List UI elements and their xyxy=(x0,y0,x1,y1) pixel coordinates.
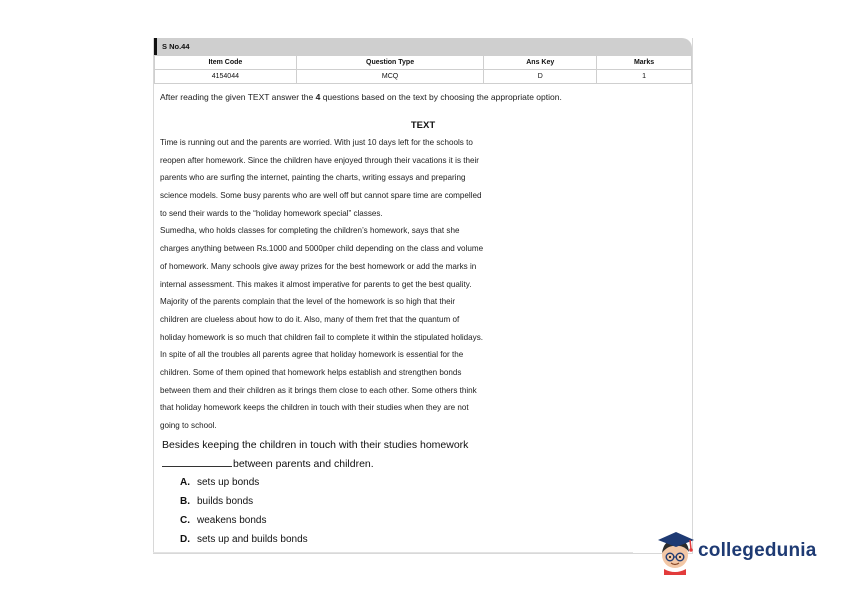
passage-line: between them and their children as it brings them close to each other. Some others think xyxy=(160,385,477,395)
question-line-1: Besides keeping the children in touch with their studies homework xyxy=(162,439,469,451)
instruction-part: questions based on the text by choosing the appropriate option. xyxy=(320,92,562,102)
passage-line: internal assessment. This makes it almost imperative for parents to get the best quality. xyxy=(160,279,472,289)
answer-blank xyxy=(162,455,232,467)
options-list xyxy=(180,473,308,549)
value-marks: 1 xyxy=(597,70,692,84)
logo-text: collegedunia xyxy=(698,540,817,561)
option-letter: D. xyxy=(180,534,190,545)
serial-number: S No.44 xyxy=(162,42,190,51)
graduate-mascot-icon xyxy=(656,531,696,575)
option-letter: C. xyxy=(180,515,190,526)
option-b[interactable] xyxy=(180,492,308,511)
footer-divider xyxy=(153,552,633,553)
header-item-code: Item Code xyxy=(155,56,297,70)
question-line-2-text: between parents and children. xyxy=(233,458,374,470)
header-ans-key: Ans Key xyxy=(484,56,597,70)
question-card xyxy=(153,38,693,554)
instruction-count: 4 xyxy=(315,92,321,102)
passage-line: children are clueless about how to do it. Also, many of them fret that the quantum of xyxy=(160,314,460,324)
passage-line: children. Some of them opined that homework helps establish and strengthen bonds xyxy=(160,367,462,377)
option-c[interactable] xyxy=(180,511,308,530)
passage-line: Majority of the parents complain that the level of the homework is so high that their xyxy=(160,297,456,307)
option-text: sets up and builds bonds xyxy=(197,534,308,545)
text-heading: TEXT xyxy=(410,120,436,131)
collegedunia-logo xyxy=(656,528,826,578)
passage-line: Sumedha, who holds classes for completing the children’s homework, says that she xyxy=(160,226,460,236)
passage-line: to send their wards to the “holiday homework special” classes. xyxy=(160,208,383,218)
header-marks: Marks xyxy=(597,56,692,70)
question-line-2 xyxy=(162,455,468,474)
header-question-type: Question Type xyxy=(296,56,484,70)
passage-line: holiday homework is so much that children fail to complete it within the stipulated holidays. xyxy=(160,332,484,342)
value-item-code: 4154044 xyxy=(155,70,297,84)
question-stem xyxy=(162,436,468,474)
passage-line: In spite of all the troubles all parents agree that holiday homework is essential for the xyxy=(160,350,464,360)
passage-line: science models. Some busy parents who are well off but cannot spare time are compelled xyxy=(160,191,482,201)
passage xyxy=(160,134,580,435)
option-text: builds bonds xyxy=(197,496,254,507)
passage-line: reopen after homework. Since the children have enjoyed through their vacations it is their xyxy=(160,155,479,165)
option-text: weakens bonds xyxy=(197,515,267,526)
value-question-type: MCQ xyxy=(296,70,484,84)
option-letter: B. xyxy=(180,496,190,507)
passage-line: of homework. Many schools give away prizes for the best homework or add the marks in xyxy=(160,261,477,271)
option-a[interactable] xyxy=(180,473,308,492)
passage-line: going to school. xyxy=(160,421,217,430)
option-text: sets up bonds xyxy=(197,477,260,488)
meta-value-row xyxy=(155,70,692,84)
passage-line: that holiday homework keeps the children in touch with their studies when they are not xyxy=(160,403,469,413)
passage-line: parents who are surfing the internet, painting the charts, writing essays and preparing xyxy=(160,173,466,183)
passage-line: charges anything between Rs.1000 and 5000per child depending on the class and volume xyxy=(160,244,484,254)
instruction-part: After reading the given TEXT answer the xyxy=(160,92,316,102)
instruction-text xyxy=(160,92,580,103)
option-d[interactable] xyxy=(180,530,308,549)
value-ans-key: D xyxy=(484,70,597,84)
meta-header-row xyxy=(155,56,692,70)
option-letter: A. xyxy=(180,477,190,488)
meta-table xyxy=(154,55,692,84)
serial-header-bar xyxy=(154,38,692,55)
passage-line: Time is running out and the parents are worried. With just 10 days left for the schools to xyxy=(160,138,473,147)
